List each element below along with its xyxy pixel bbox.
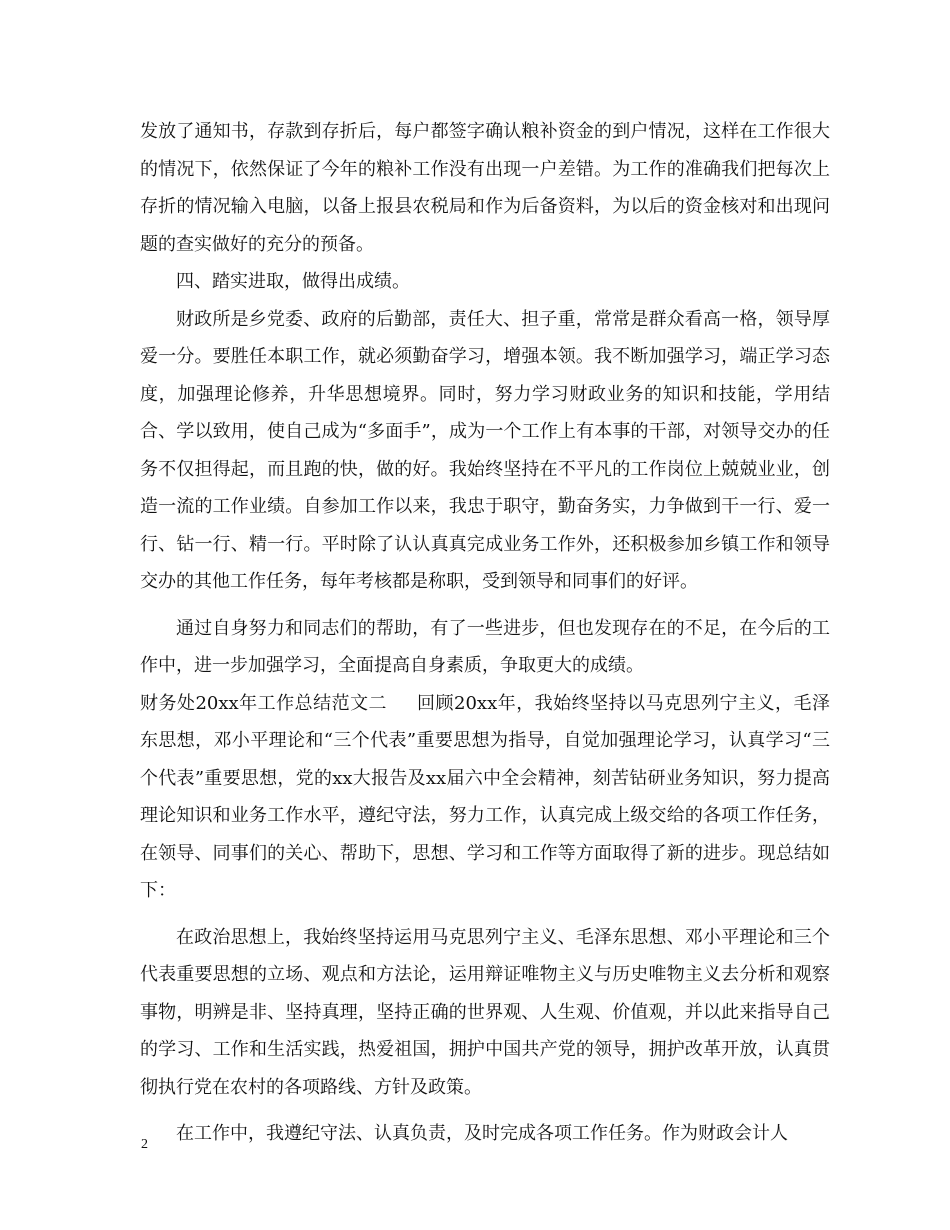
section-title: 财务处20xx年工作总结范文二	[140, 692, 388, 714]
paragraph-review-text: 回顾20xx年，我始终坚持以马克思列宁主义，毛泽东思想，邓小平理论和“三个代表”重要思想为指导，自觉加强理论学习，认真学习“三个代表”重要思想，党的xx大报告及xx届六中全会精神，刻苦钻研业务知识，努力提高理论知识和业务工作水平，遵纪守法，努力工作，认真完成上级交给的各项工作任务，在领导、同事们的关心、帮助下，思想、学习和工作等方面取得了新的进步。现总结如下：	[140, 692, 830, 901]
paragraph-political-thought: 在政治思想上，我始终坚持运用马克思列宁主义、毛泽东思想、邓小平理论和三个代表重要思想的立场、观点和方法论，运用辩证唯物主义与历史唯物主义去分析和观察事物，明辨是非、坚持真理，坚持正确的世界观、人生观、价值观，并以此来指导自己的学习、工作和生活实践，热爱祖国，拥护中国共产党的领导，拥护改革开放，认真贯彻执行党在农村的各项路线、方针及政策。	[140, 926, 830, 1098]
paragraph-grain-subsidy: 发放了通知书，存款到存折后，每户都签字确认粮补资金的到户情况，这样在工作很大的情况下，依然保证了今年的粮补工作没有出现一户差错。为工作的准确我们把每次上存折的情况输入电脑，以备上报县农税局和作为后备资料，为以后的资金核对和出现问题的查实做好的充分的预备。	[140, 121, 830, 255]
paragraph-progress: 通过自身努力和同志们的帮助，有了一些进步，但也发现存在的不足，在今后的工作中，进一步加强学习，全面提高自身素质，争取更大的成绩。	[140, 617, 830, 676]
paragraph-review	[140, 685, 830, 910]
section-heading-four: 四、踏实进取，做得出成绩。	[176, 271, 410, 292]
page-number: 2	[141, 1137, 148, 1152]
paragraph-work: 在工作中，我遵纪守法、认真负责，及时完成各项工作任务。作为财政会计人	[176, 1123, 788, 1144]
paragraph-finance-office: 财政所是乡党委、政府的后勤部，责任大、担子重，常常是群众看高一格，领导厚爱一分。要胜任本职工作，就必须勤奋学习，增强本领。我不断加强学习，端正学习态度，加强理论修养，升华思想境界。同时，努力学习财政业务的知识和技能，学用结合、学以致用，使自己成为“多面手”，成为一个工作上有本事的干部，对领导交办的任务不仅担得起，而且跑的快，做的好。我始终坚持在不平凡的工作岗位上兢兢业业，创造一流的工作业绩。自参加工作以来，我忠于职守，勤奋务实，力争做到干一行、爱一行、钻一行、精一行。平时除了认认真真完成业务工作外，还积极参加乡镇工作和领导交办的其他工作任务，每年考核都是称职，受到领导和同事们的好评。	[140, 308, 830, 592]
document-body	[140, 113, 830, 1153]
